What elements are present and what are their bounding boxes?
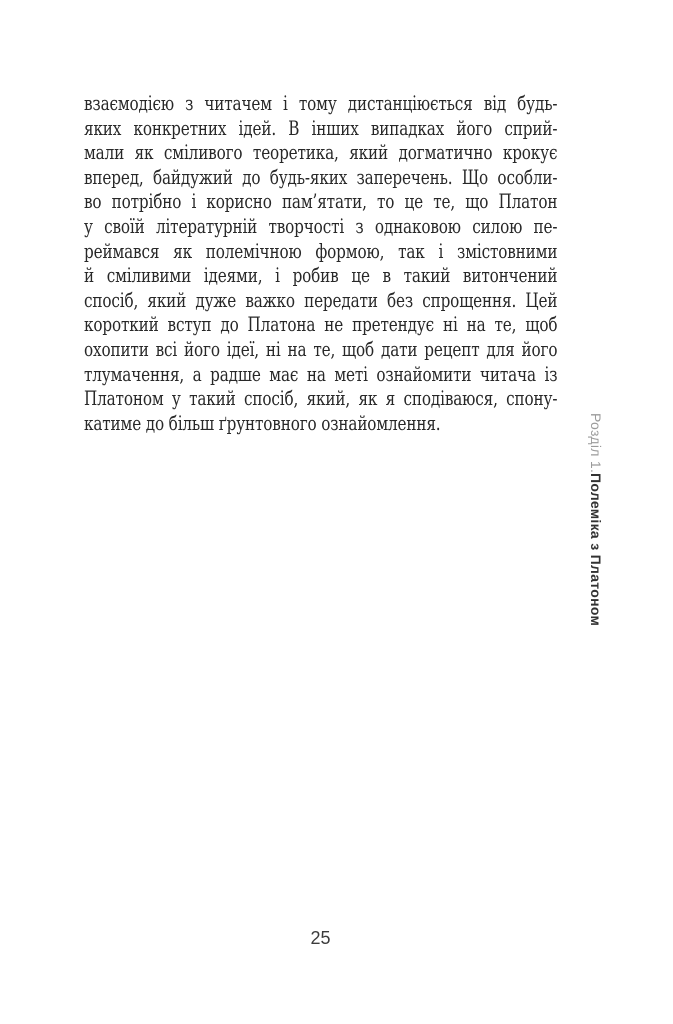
body-line: й сміливими ідеями, і робив це в такий витончений (84, 263, 558, 288)
body-line: реймався як полемічною формою, так і змістовними (84, 238, 558, 263)
body-line: яких конкретних ідей. В інших випадках його сприй- (84, 115, 558, 140)
page-number: 25 (310, 928, 331, 948)
body-line: короткий вступ до Платона не претендує ні на те, щоб (84, 312, 558, 337)
chapter-margin-label (588, 413, 604, 973)
body-line: катиме до більш ґрунтовного ознайомлення. (84, 410, 441, 435)
body-line: у своїй літературній творчості з однаковою силою пе- (84, 213, 558, 238)
body-line: мали як сміливого теоретика, який догматично крокує (84, 140, 558, 165)
body-line: во потрібно і корисно пам’ятати, то це те, що Платон (84, 189, 558, 214)
body-line: Платоном у такий спосіб, який, як я сподіваюся, спону- (84, 386, 558, 411)
body-line: тлумачення, а радше має на меті ознайомити читача із (84, 361, 558, 386)
chapter-title-label: Полеміка з Платоном (588, 473, 604, 627)
body-paragraph (84, 91, 557, 435)
body-line: охопити всі його ідеї, ні на те, щоб дати рецепт для його (84, 336, 558, 361)
body-line: взаємодією з читачем і тому дистанціюється від будь- (84, 91, 558, 115)
body-line: вперед, байдужий до будь-яких заперечень. Що особли- (84, 164, 558, 189)
body-line: спосіб, який дуже важко передати без спрощення. Цей (84, 287, 558, 312)
chapter-number-label: Розділ 1. (588, 413, 604, 474)
